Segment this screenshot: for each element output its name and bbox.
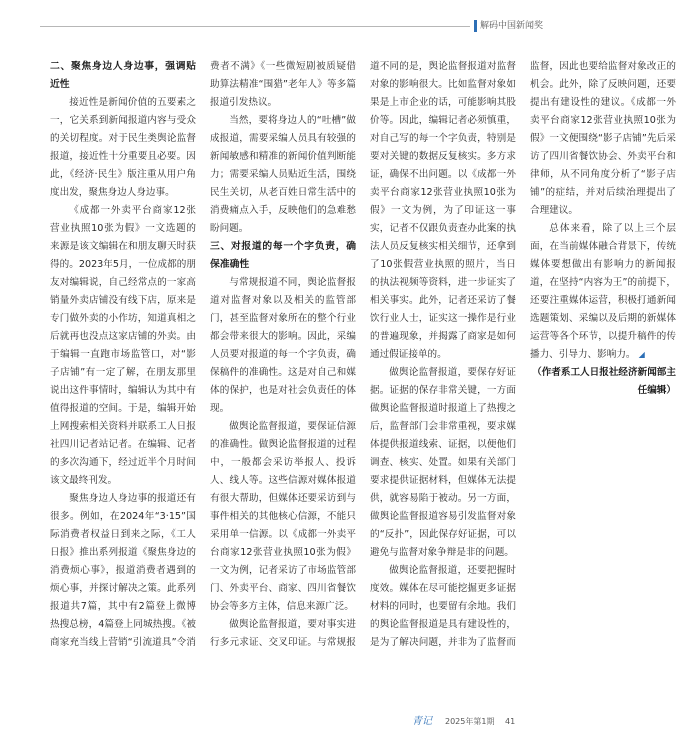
journal-logo: 青记	[412, 716, 432, 727]
column-title: 解码中国新闻奖	[480, 21, 544, 31]
paragraph: 聚焦身边人身边事的报道还有很多。例如，在2024年“3·15”国际消费者权益日到来之际，《工人日报》推出系列报道《聚焦身边的消费烦心事》，报道消费者遇到的烦心事，并探讨解决之策。此系列报道共7篇，其中有2篇登上微博热搜总榜，4篇登上同城热搜。《被商家充当线上营销“引流道具”令消费者不满》《一些微短剧被质疑借助算法精准“围猎”老年人》等多篇报道引发热议。	[50, 61, 356, 648]
running-header	[0, 20, 550, 32]
author-note: （作者系工人日报社经济新闻部主任编辑）	[532, 367, 676, 396]
paragraph: 与常规报道不同，舆论监督报道对监督对象以及相关的监管部门，甚至监督对象所在的整个行业都会带来很大的影响。因此，采编人员要对报道的每一个字负责，确保稿件的准确性。这是对自己和媒体的保护，也是对社会负责任的体现。	[210, 277, 356, 414]
paragraph-final	[530, 220, 676, 364]
header-accent-bar	[474, 20, 477, 32]
article-body	[50, 58, 676, 658]
page-footer	[0, 715, 550, 729]
paragraph: 接近性是新闻价值的五要素之一，它关系到新闻报道内容与受众的关切程度。对于民生类舆论监督报道，接近性十分重要且必要。因此，《经济·民生》版注重从用户角度出发，聚焦身边人身边事。	[50, 97, 196, 198]
paragraph: 做舆论监督报道，还要把握时度效。媒体在尽可能挖掘更多证据材料的同时，也要留有余地。我们的舆论监督报道是具有建设性的，是为了解决问题，并非为了监督而监督，因此也要给监督对象改正的机会。此外，除了反映问题，还要提出有建设性的建议。《成都一外卖平台商家12张营业执照10张为假》一文便围绕“影子店铺”先后采访了四川省餐饮协会、外卖平台和律师，从不同角度分析了“影子店铺”的症结，并对后续治理提出了合理建议。	[370, 61, 676, 648]
section-heading-2: 二、聚焦身边人身边事，强调贴近性	[50, 61, 196, 90]
paragraph: 做舆论监督报道，要对事实进行多元求证、交叉印证。与常规报道不同的是，舆论监督报道对监督对象的影响很大。比如监督对象如果是上市企业的话，可能影响其股价等。因此，编辑记者必须慎重，对自己写的每一个字负责，特别是要对关键的数据反复核实。多方求证，确保不出问题。以《成都一外卖平台商家12张营业执照10张为假》一文为例，为了印证这一事实，记者不仅跟负责查办此案的执法人员反复核实相关细节，还拿到了10张假营业执照的照片，当日的执法视频等资料，进一步证实了相关事实。此外，记者还采访了餐饮行业人士，证实这一操作是行业的普遍现象，并揭露了商家是如何通过假证接单的。	[210, 61, 516, 648]
paragraph-final-text: 总体来看，除了以上三个层面，在当前媒体融合背景下，传统媒体要想做出有影响力的新闻报道，在坚持“内容为王”的前提下，还要注重媒体运营，积极打通新闻选题策划、采编以及后期的新媒体运营等各个环节，以提升稿件的传播力、引导力、影响力。	[530, 223, 676, 360]
page-number: 41	[505, 717, 516, 726]
paragraph: 《成都一外卖平台商家12张营业执照10张为假》一文选题的来源是该文编辑在和朋友聊天时获得的。2023年5月，一位成都的朋友对编辑说，自己经常点的一家高销量外卖店铺没有线下店，原来是专门做外卖的小作坊，知道真相之后就再也没点这家店铺的外卖。由于编辑一直跑市场监管口，对“影子店铺”有一定了解，在朋友那里说出这件事情时，编辑认为其中有值得报道的空间。于是，编辑开始上网搜索相关资料并联系工人日报社四川记者站记者。在编辑、记者的多次沟通下，经过近半个月时间该文最终刊发。	[50, 205, 196, 486]
end-mark-icon: ◢	[638, 350, 645, 359]
header-rule	[40, 26, 470, 27]
paragraph: 做舆论监督报道，要保存好证据。证据的保存非常关键，一方面做舆论监督报道时报道上了热搜之后，监督部门会非常重视，要求媒体提供报道线索、证据，以便他们调查、核实、处置。如果有关部门要求提供证据材料，但媒体无法提供，就容易陷于被动。另一方面，做舆论监督报道容易引发监督对象的“反扑”，因此保存好证据，可以避免与监督对象争辩是非的问题。	[370, 367, 516, 558]
paragraph: 当然，要将身边人的“吐槽”做成报道，需要采编人员具有较强的新闻敏感和精准的新闻价值判断能力；需要采编人员贴近生活，围绕民生关切，从老百姓日常生活中的消费痛点入手，反映他们的急难愁盼问题。	[210, 115, 356, 234]
section-heading-3: 三、对报道的每一个字负责，确保准确性	[210, 241, 356, 270]
paragraph: 做舆论监督报道，要保证信源的准确性。做舆论监督报道的过程中，一般都会采访举报人、投诉人、线人等。这些信源对媒体报道有很大帮助，但媒体还要采访到与事件相关的其他核心信源，不能只采用单一信源。以《成都一外卖平台商家12张营业执照10张为假》一文为例，记者采访了市场监管部门、外卖平台、商家、四川省餐饮协会等多方主体，信息来源广泛。	[210, 421, 356, 612]
issue-label: 2025年第1期	[445, 717, 495, 726]
